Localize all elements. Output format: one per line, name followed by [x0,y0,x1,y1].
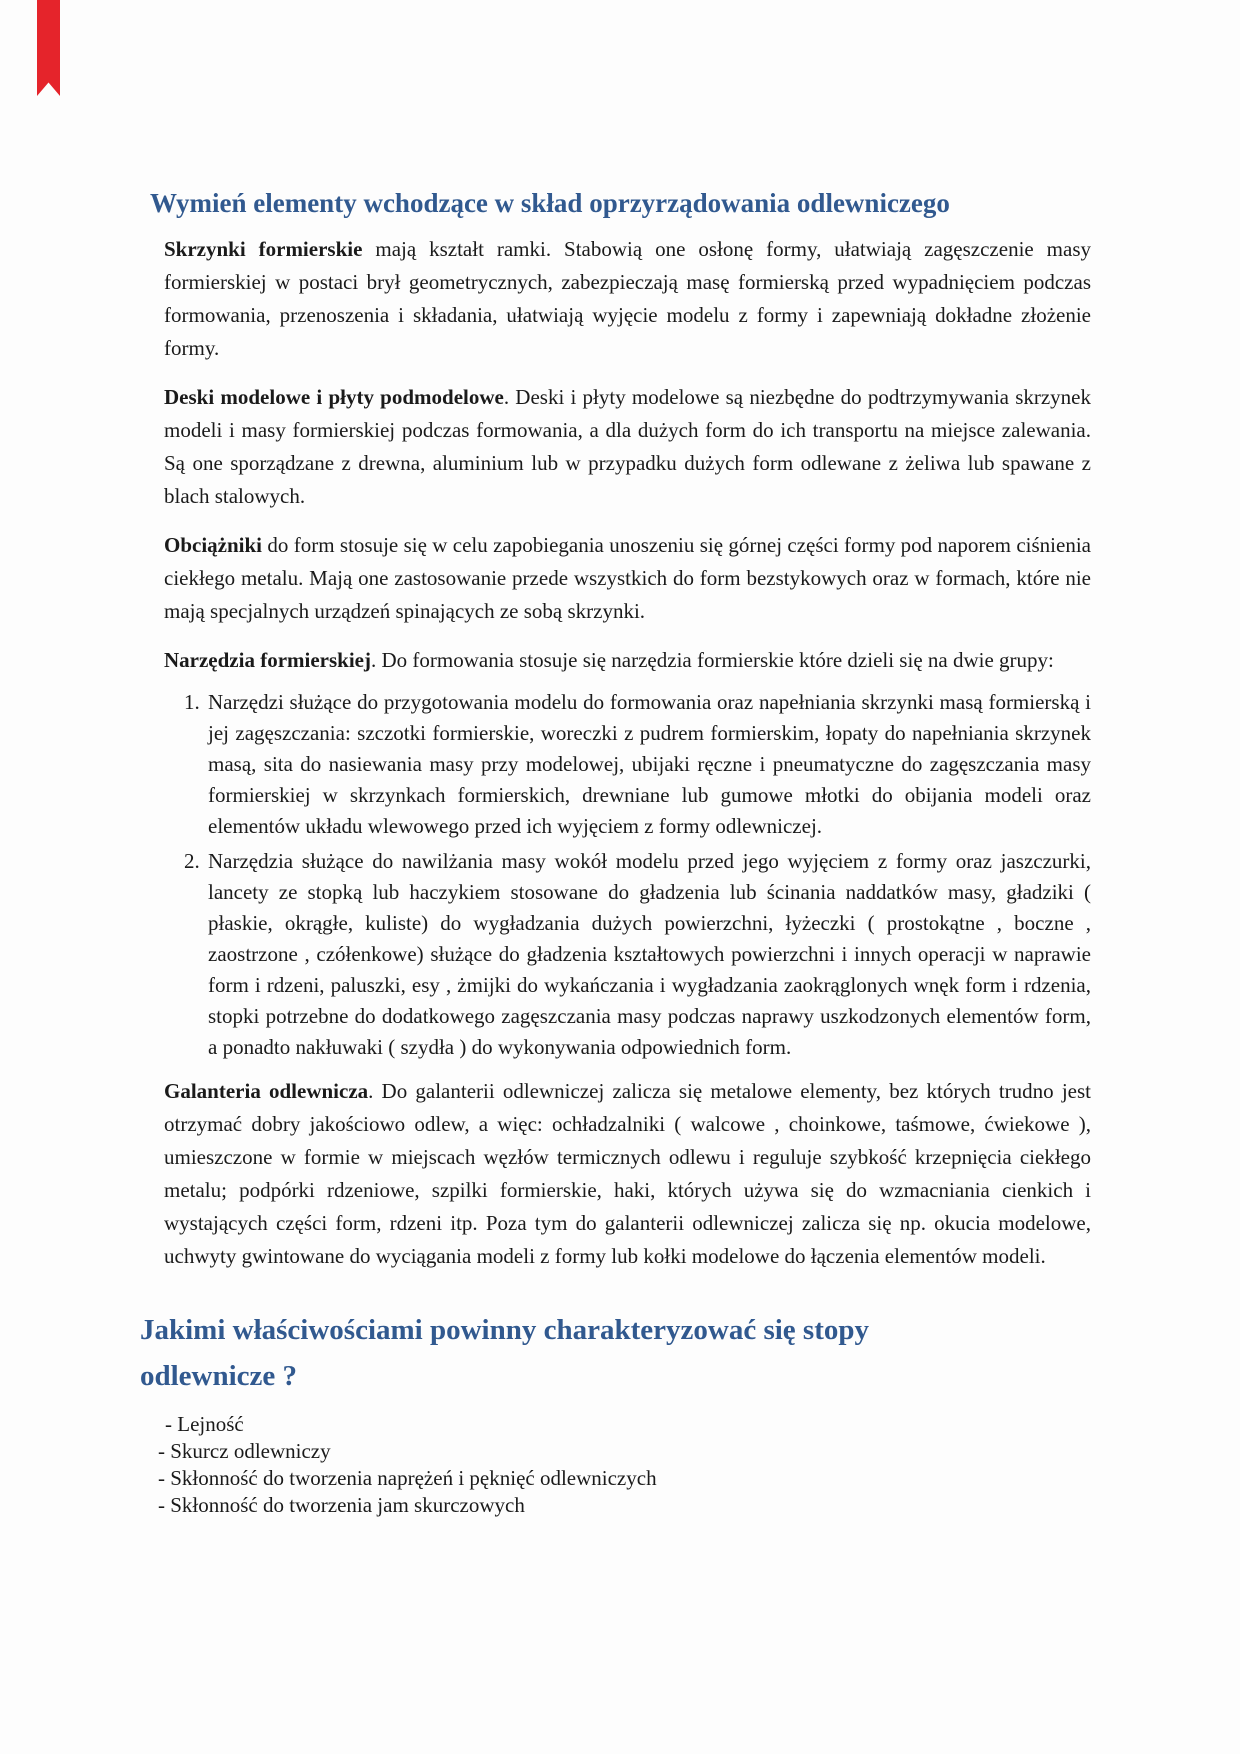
paragraph-lead-narzedzia: Narzędzia formierskiej [164,648,371,672]
question-heading-2: Jakimi właściwościami powinny charakteryzować się stopy odlewnicze ? [140,1314,869,1392]
property-item-skurcz: - Skurcz odlewniczy [158,1438,1091,1465]
property-item-lejnosc: - Lejność [165,1411,1091,1438]
paragraph-lead-obciazniki: Obciążniki [164,533,263,557]
paragraph-text-narzedzia: . Do formowania stosuje się narzędzia formierskie które dzieli się na dwie grupy: [371,648,1054,672]
paragraph-lead-deski: Deski modelowe i płyty podmodelowe [164,385,504,409]
alloy-properties-list [158,1411,1091,1519]
question-heading-1: Wymień elementy wchodzące w skład oprzyrządowania odlewniczego [150,188,950,218]
property-item-naprezenia: - Skłonność do tworzenia naprężeń i pęknięć odlewniczych [158,1465,1091,1492]
paragraph-deski-modelowe [164,381,1091,513]
tool-group-item-2: 2. Narzędzia służące do nawilżania masy wokół modelu przed jego wyjęciem z formy oraz jaszczurki, lancety ze stopką lub haczykiem stosowane do gładzenia lub ścinania naddatków masy, gładziki ( płaskie, okrągłe, kuliste) do wygładzania dużych powierzchni, łyżeczki ( prostokątne , boczne , zaostrzone , czółenkowe) służące do gładzenia kształtowych powierzchni i innych operacji w naprawie form i rdzeni, paluszki, esy , żmijki do wykańczania i wygładzania zaokrąglonych wnęk form i rdzenia, stopki potrzebne do dodatkowego zagęszczania masy podczas naprawy uszkodzonych elementów form, a ponadto nakłuwaki ( szydła ) do wykonywania odpowiednich form. [205,846,1091,1063]
document-content [140,186,1092,1519]
paragraph-text-galanteria: . Do galanterii odlewniczej zalicza się metalowe elementy, bez których trudno jest otrzymać dobry jakościowo odlew, a więc: ochładzalniki ( walcowe , choinkowe, taśmowe, ćwiekowe ), umieszczone w formie w miejscach węzłów termicznych odlewu i reguluje szybkość krzepnięcia ciekłego metalu; podpórki rdzeniowe, szpilki formierskie, haki, których używa się do wzmacniania cienkich i wystających części form, rdzeni itp. Poza tym do galanterii odlewniczej zalicza się np. okucia modelowe, uchwyty gwintowane do wyciągania modeli z formy lub kołki modelowe do łączenia elementów modeli. [164,1079,1091,1268]
paragraph-skrzynki-formierskie [164,233,1091,365]
property-item-jamy: - Skłonność do tworzenia jam skurczowych [158,1492,1091,1519]
paragraph-obciazniki [164,529,1091,628]
paragraph-galanteria [164,1075,1091,1273]
paragraph-lead-skrzynki: Skrzynki formierskie [164,237,363,261]
paragraph-text-deski: . Deski i płyty modelowe są niezbędne do podtrzymywania skrzynek modeli i masy formierskiej podczas formowania, a dla dużych form do ich transportu na miejsce zalewania. Są one sporządzane z drewna, aluminium lub w przypadku dużych form odlewane z żeliwa lub spawane z blach stalowych. [164,385,1092,508]
bookmark-ribbon-icon [37,0,60,96]
tool-group-item-1: 1. Narzędzi służące do przygotowania modelu do formowania oraz napełniania skrzynki masą formierską i jej zagęszczania: szczotki formierskie, woreczki z pudrem formierskim, łopaty do napełniania skrzynek masą, sita do nasiewania masy przy modelowej, ubijaki ręczne i pneumatyczne do zagęszczania masy formierskiej w skrzynkach formierskich, drewniane lub gumowe młotki do obijania modeli oraz elementów układu wlewowego przed ich wyjęciem z formy odlewniczej. [205,687,1091,842]
paragraph-narzedzia [164,644,1091,677]
paragraph-lead-galanteria: Galanteria odlewnicza [164,1079,369,1103]
paragraph-text-obciazniki: do form stosuje się w celu zapobiegania unoszeniu się górnej części formy pod naporem ciśnienia ciekłego metalu. Mają one zastosowanie przede wszystkich do form bezstykowych oraz w formach, które nie mają specjalnych urządzeń spinających ze sobą skrzynki. [164,533,1091,623]
paragraph-text-skrzynki: mają kształt ramki. Stabowią one osłonę formy, ułatwiają zagęszczenie masy formierskiej w postaci brył geometrycznych, zabezpieczają masę formierską przed wypadnięciem podczas formowania, przenoszenia i składania, ułatwiają wyjęcie modelu z formy i zapewniają dokładne złożenie formy. [164,237,1091,360]
tool-groups-list [164,687,1091,1063]
